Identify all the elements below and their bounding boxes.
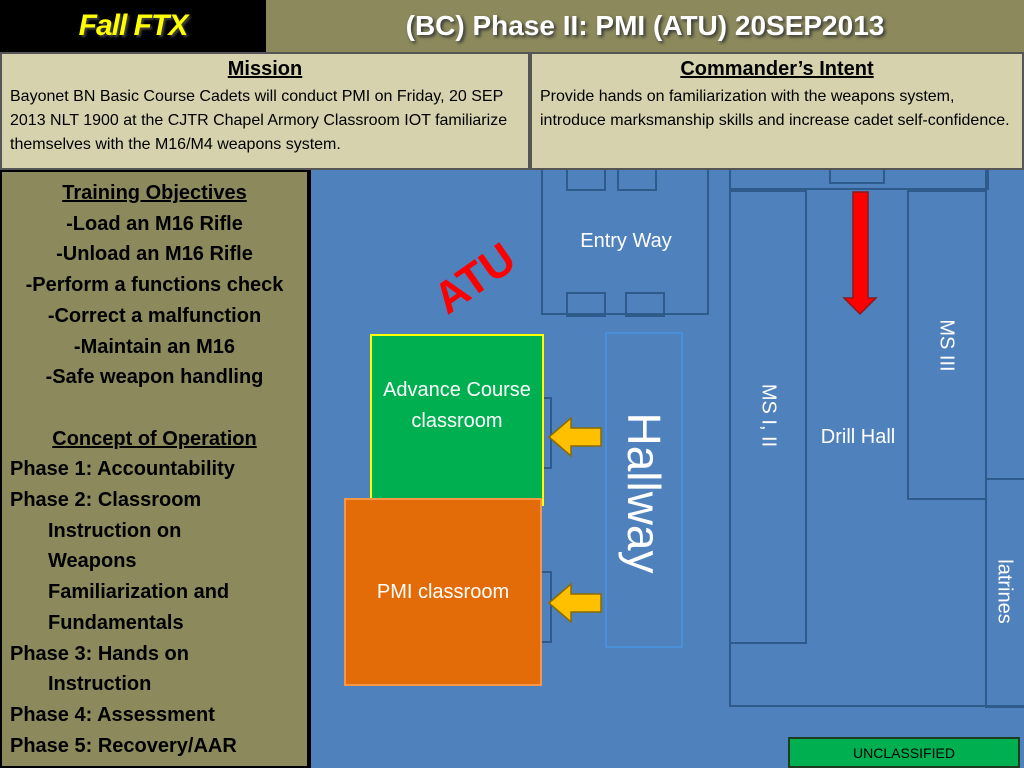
- entry-way-label: Entry Way: [580, 230, 672, 252]
- phase-1: Phase 1: Accountability: [10, 458, 235, 481]
- training-objectives-heading: Training Objectives: [62, 182, 247, 204]
- phase-2-line: Weapons: [48, 550, 137, 573]
- concept-heading: Concept of Operation: [52, 427, 257, 450]
- phase-5: Phase 5: Recovery/AAR: [10, 734, 237, 757]
- spacer: [10, 393, 299, 424]
- arrow-to-pmi-icon: [549, 584, 601, 622]
- ms-1-2-label: MS I, II: [757, 383, 780, 448]
- header-left-title-box: [0, 0, 266, 52]
- phase-2-line: Phase 2: Classroom: [10, 489, 202, 512]
- phase-3-line: Phase 3: Hands on: [10, 642, 189, 665]
- header-main-title-box: [266, 0, 1024, 52]
- status-badge: UNCLASSIFIED: [788, 737, 1020, 768]
- objective-item: -Unload an M16 Rifle: [56, 243, 253, 266]
- pmi-classroom-label: PMI classroom: [376, 580, 510, 603]
- mission-box: [0, 52, 530, 170]
- advance-course-label: Advance Course classroom: [383, 379, 531, 432]
- floor-plan-map: [311, 170, 1024, 768]
- arrow-to-advance-icon: [549, 418, 601, 456]
- objective-item: -Maintain an M16: [73, 335, 236, 358]
- objective-item: -Perform a functions check: [25, 274, 284, 297]
- latrines-label: latrines: [993, 559, 1016, 624]
- atu-label: ATU: [424, 233, 525, 324]
- training-panel: [0, 170, 309, 768]
- phase-2-line: Familiarization and: [48, 581, 230, 604]
- phase-3-line: Instruction: [48, 673, 152, 696]
- intent-text: Provide hands on familiarization with the weapons system, introduce marksmanship skills and increase cadet self-confidence.: [540, 88, 1010, 129]
- red-down-arrow-icon: [844, 192, 876, 314]
- drill-hall-label: Drill Hall: [820, 426, 896, 448]
- ms-3-label: MS III: [935, 319, 958, 372]
- phase-2-line: Fundamentals: [48, 611, 184, 634]
- mission-text: Bayonet BN Basic Course Cadets will conduct PMI on Friday, 20 SEP 2013 NLT 1900 at the CJTR Chapel Armory Classroom IOT familiarize themselves with the M16/M4 weapons system.: [10, 88, 508, 153]
- page-title: (BC) Phase II: PMI (ATU) 20SEP2013: [405, 10, 885, 41]
- objective-item: -Correct a malfunction: [47, 304, 262, 327]
- phase-4: Phase 4: Assessment: [10, 703, 215, 726]
- fall-ftx-title: Fall FTX: [78, 9, 188, 42]
- hallway-label: Hallway: [618, 412, 670, 574]
- commanders-intent-box: [530, 52, 1024, 170]
- phase-2-line: Instruction on: [48, 519, 182, 542]
- objective-item: -Safe weapon handling: [45, 366, 264, 389]
- intent-heading: Commander’s Intent: [680, 58, 874, 80]
- map-arrows: [311, 170, 1024, 768]
- objective-item: -Load an M16 Rifle: [66, 212, 243, 235]
- mission-heading: Mission: [227, 58, 303, 80]
